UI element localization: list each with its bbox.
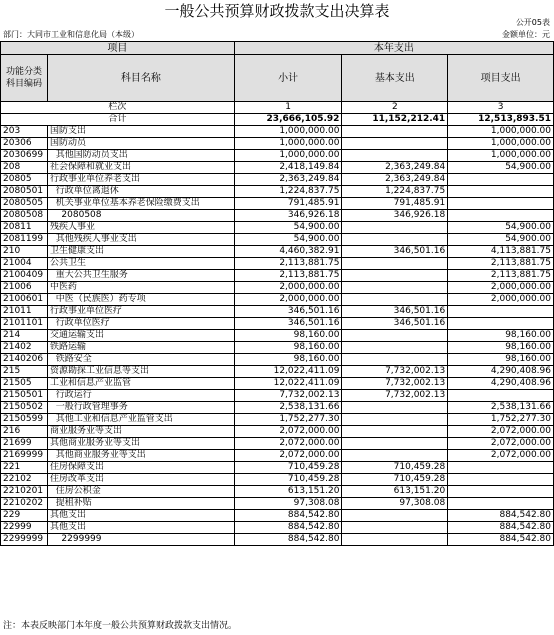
row-subject-name: 机关事业单位基本养老保险缴费支出 [47, 198, 234, 210]
row-subtotal: 346,501.16 [234, 306, 342, 318]
row-subject-name: 住房改革支出 [47, 474, 234, 486]
row-code: 210 [1, 246, 48, 258]
row-project [448, 390, 554, 402]
row-subtotal: 7,732,002.13 [234, 390, 342, 402]
row-project: 1,000,000.00 [448, 138, 554, 150]
row-subtotal: 2,538,131.66 [234, 402, 342, 414]
table-row [1, 222, 554, 234]
row-code: 2100409 [1, 270, 48, 282]
row-code: 20306 [1, 138, 48, 150]
table-row [1, 414, 554, 426]
header-item: 项目 [1, 42, 235, 55]
header-current-year: 本年支出 [234, 42, 553, 55]
table-row [1, 342, 554, 354]
row-subtotal: 710,459.28 [234, 462, 342, 474]
row-code: 21011 [1, 306, 48, 318]
table-row [1, 234, 554, 246]
row-code: 21004 [1, 258, 48, 270]
row-subject-name: 重大公共卫生服务 [47, 270, 234, 282]
row-code: 20805 [1, 174, 48, 186]
row-basic: 7,732,002.13 [342, 378, 448, 390]
row-project: 98,160.00 [448, 330, 554, 342]
row-subject-name: 一般行政管理事务 [47, 402, 234, 414]
row-code: 2210201 [1, 486, 48, 498]
table-row [1, 474, 554, 486]
col-seq-3: 3 [448, 102, 554, 114]
row-code: 208 [1, 162, 48, 174]
row-project [448, 174, 554, 186]
row-project: 54,900.00 [448, 222, 554, 234]
header-subject-name: 科目名称 [47, 55, 234, 102]
row-subject-name: 行政运行 [47, 390, 234, 402]
row-code: 20811 [1, 222, 48, 234]
row-subject-name: 中医（民族医）药专项 [47, 294, 234, 306]
row-subject-name: 住房保障支出 [47, 462, 234, 474]
form-code: 公开05表 [515, 18, 550, 27]
table-row [1, 378, 554, 390]
row-basic [342, 342, 448, 354]
row-project: 54,900.00 [448, 234, 554, 246]
table-row [1, 486, 554, 498]
row-subtotal: 2,000,000.00 [234, 294, 342, 306]
footnote: 注：本表反映部门本年度一般公共预算财政拨款支出情况。 [3, 621, 238, 631]
row-subtotal: 98,160.00 [234, 330, 342, 342]
row-basic [342, 534, 448, 546]
table-row [1, 198, 554, 210]
row-basic: 710,459.28 [342, 462, 448, 474]
row-subject-name: 交通运输支出 [47, 330, 234, 342]
row-subtotal: 2,000,000.00 [234, 282, 342, 294]
table-row [1, 270, 554, 282]
table-row [1, 150, 554, 162]
row-project [448, 462, 554, 474]
row-project [448, 486, 554, 498]
row-code: 221 [1, 462, 48, 474]
row-code: 203 [1, 126, 48, 138]
total-label: 合计 [1, 114, 235, 126]
row-basic [342, 150, 448, 162]
row-subtotal: 2,072,000.00 [234, 450, 342, 462]
row-project: 98,160.00 [448, 342, 554, 354]
row-subtotal: 884,542.80 [234, 522, 342, 534]
table-row [1, 162, 554, 174]
header-func-code: 功能分类 科目编码 [1, 55, 48, 102]
table-row [1, 330, 554, 342]
row-project [448, 186, 554, 198]
row-subtotal: 54,900.00 [234, 222, 342, 234]
row-code: 2100601 [1, 294, 48, 306]
row-code: 2080505 [1, 198, 48, 210]
row-code: 229 [1, 510, 48, 522]
row-basic: 2,363,249.84 [342, 174, 448, 186]
row-subject-name: 国防支出 [47, 126, 234, 138]
row-basic: 97,308.08 [342, 498, 448, 510]
row-subject-name: 工业和信息产业监管 [47, 378, 234, 390]
row-project: 98,160.00 [448, 354, 554, 366]
row-subject-name: 其他商业服务业等支出 [47, 438, 234, 450]
row-subtotal: 884,542.80 [234, 534, 342, 546]
col-seq-1: 1 [234, 102, 342, 114]
row-basic: 1,224,837.75 [342, 186, 448, 198]
row-code: 21006 [1, 282, 48, 294]
table-row [1, 450, 554, 462]
row-project: 2,538,131.66 [448, 402, 554, 414]
table-row [1, 498, 554, 510]
table-row [1, 186, 554, 198]
col-seq-2: 2 [342, 102, 448, 114]
row-project [448, 210, 554, 222]
row-subject-name: 其他国防动员支出 [47, 150, 234, 162]
total-project: 12,513,893.51 [448, 114, 554, 126]
row-basic [342, 294, 448, 306]
row-code: 2080501 [1, 186, 48, 198]
row-basic [342, 402, 448, 414]
row-basic: 7,732,002.13 [342, 390, 448, 402]
row-subtotal: 884,542.80 [234, 510, 342, 522]
row-subtotal: 12,022,411.09 [234, 378, 342, 390]
row-code: 21699 [1, 438, 48, 450]
row-code: 2169999 [1, 450, 48, 462]
row-code: 2299999 [1, 534, 48, 546]
row-basic: 7,732,002.13 [342, 366, 448, 378]
header-project: 项目支出 [448, 55, 554, 102]
row-basic [342, 126, 448, 138]
table-row [1, 282, 554, 294]
header-basic: 基本支出 [342, 55, 448, 102]
row-subtotal: 1,752,277.30 [234, 414, 342, 426]
row-subtotal: 12,022,411.09 [234, 366, 342, 378]
row-code: 216 [1, 426, 48, 438]
table-row [1, 534, 554, 546]
row-project: 1,000,000.00 [448, 126, 554, 138]
row-project: 1,000,000.00 [448, 150, 554, 162]
table-row [1, 426, 554, 438]
table-row [1, 438, 554, 450]
row-project: 1,752,277.30 [448, 414, 554, 426]
row-subtotal: 2,363,249.84 [234, 174, 342, 186]
row-subject-name: 社会保障和就业支出 [47, 162, 234, 174]
row-basic: 346,926.18 [342, 210, 448, 222]
row-code: 2081199 [1, 234, 48, 246]
row-code: 2080508 [1, 210, 48, 222]
row-basic [342, 510, 448, 522]
total-subtotal: 23,666,105.92 [234, 114, 342, 126]
table-row [1, 366, 554, 378]
row-subtotal: 2,113,881.75 [234, 258, 342, 270]
row-subject-name: 其他支出 [47, 522, 234, 534]
row-subject-name: 铁路运输 [47, 342, 234, 354]
row-subject-name: 行政单位离退休 [47, 186, 234, 198]
row-subtotal: 54,900.00 [234, 234, 342, 246]
row-project: 884,542.80 [448, 534, 554, 546]
report-title: 一般公共预算财政拨款支出决算表 [164, 2, 390, 20]
row-project: 2,113,881.75 [448, 270, 554, 282]
row-project: 2,072,000.00 [448, 426, 554, 438]
table-row [1, 174, 554, 186]
row-basic [342, 426, 448, 438]
table-row [1, 522, 554, 534]
header-subtotal: 小计 [234, 55, 342, 102]
row-project: 2,000,000.00 [448, 282, 554, 294]
table-row [1, 294, 554, 306]
row-subject-name: 中医药 [47, 282, 234, 294]
row-subtotal: 98,160.00 [234, 354, 342, 366]
table-row [1, 138, 554, 150]
table-row [1, 126, 554, 138]
row-basic [342, 234, 448, 246]
row-project [448, 318, 554, 330]
row-subtotal: 4,460,382.91 [234, 246, 342, 258]
row-project: 2,072,000.00 [448, 438, 554, 450]
row-subject-name: 铁路安全 [47, 354, 234, 366]
row-basic [342, 330, 448, 342]
row-subject-name: 行政事业单位医疗 [47, 306, 234, 318]
row-code: 2150501 [1, 390, 48, 402]
row-basic [342, 450, 448, 462]
row-code: 21505 [1, 378, 48, 390]
row-basic: 346,501.16 [342, 318, 448, 330]
table-row [1, 318, 554, 330]
row-code: 22999 [1, 522, 48, 534]
row-project [448, 474, 554, 486]
row-code: 21402 [1, 342, 48, 354]
row-subject-name: 提租补贴 [47, 498, 234, 510]
row-subject-name: 行政单位医疗 [47, 318, 234, 330]
row-subtotal: 98,160.00 [234, 342, 342, 354]
row-subtotal: 346,926.18 [234, 210, 342, 222]
row-code: 2150502 [1, 402, 48, 414]
row-code: 2150599 [1, 414, 48, 426]
table-row [1, 306, 554, 318]
row-basic [342, 354, 448, 366]
row-project: 2,000,000.00 [448, 294, 554, 306]
row-subject-name: 2080508 [47, 210, 234, 222]
row-subtotal: 613,151.20 [234, 486, 342, 498]
row-project [448, 198, 554, 210]
row-subtotal: 2,072,000.00 [234, 438, 342, 450]
row-subject-name: 其他工业和信息产业监管支出 [47, 414, 234, 426]
row-basic: 346,501.16 [342, 246, 448, 258]
row-basic: 791,485.91 [342, 198, 448, 210]
unit-label: 金额单位：元 [502, 30, 550, 39]
row-basic: 710,459.28 [342, 474, 448, 486]
row-subtotal: 710,459.28 [234, 474, 342, 486]
row-basic [342, 414, 448, 426]
row-project: 4,113,881.75 [448, 246, 554, 258]
row-subtotal: 791,485.91 [234, 198, 342, 210]
row-subject-name: 其他商业服务业等支出 [47, 450, 234, 462]
row-code: 2101101 [1, 318, 48, 330]
row-subject-name: 其他支出 [47, 510, 234, 522]
row-subtotal: 1,000,000.00 [234, 126, 342, 138]
row-basic [342, 138, 448, 150]
row-basic [342, 438, 448, 450]
row-subject-name: 行政事业单位养老支出 [47, 174, 234, 186]
row-subject-name: 残疾人事业 [47, 222, 234, 234]
row-basic: 346,501.16 [342, 306, 448, 318]
row-project: 2,072,000.00 [448, 450, 554, 462]
row-subtotal: 1,000,000.00 [234, 138, 342, 150]
row-code: 214 [1, 330, 48, 342]
row-code: 22102 [1, 474, 48, 486]
row-subtotal: 1,000,000.00 [234, 150, 342, 162]
row-subject-name: 卫生健康支出 [47, 246, 234, 258]
row-basic: 2,363,249.84 [342, 162, 448, 174]
row-subject-name: 资源勘探工业信息等支出 [47, 366, 234, 378]
table-row [1, 354, 554, 366]
row-basic [342, 270, 448, 282]
table-row [1, 258, 554, 270]
row-project: 54,900.00 [448, 162, 554, 174]
row-project [448, 498, 554, 510]
row-subtotal: 97,308.08 [234, 498, 342, 510]
table-row [1, 210, 554, 222]
row-project: 2,113,881.75 [448, 258, 554, 270]
row-subtotal: 346,501.16 [234, 318, 342, 330]
row-project: 884,542.80 [448, 522, 554, 534]
row-basic [342, 222, 448, 234]
department-label: 部门：大同市工业和信息化局（本级） [3, 30, 139, 39]
row-project: 4,290,408.96 [448, 366, 554, 378]
row-subtotal: 2,113,881.75 [234, 270, 342, 282]
row-code: 2030699 [1, 150, 48, 162]
row-basic [342, 258, 448, 270]
row-project: 4,290,408.96 [448, 378, 554, 390]
table-row [1, 246, 554, 258]
row-project: 884,542.80 [448, 510, 554, 522]
row-subtotal: 2,072,000.00 [234, 426, 342, 438]
row-subject-name: 2299999 [47, 534, 234, 546]
table-row [1, 402, 554, 414]
row-basic [342, 522, 448, 534]
row-basic [342, 282, 448, 294]
total-basic: 11,152,212.41 [342, 114, 448, 126]
table-row [1, 462, 554, 474]
row-subtotal: 1,224,837.75 [234, 186, 342, 198]
row-code: 2140206 [1, 354, 48, 366]
row-subject-name: 公共卫生 [47, 258, 234, 270]
row-subject-name: 商业服务业等支出 [47, 426, 234, 438]
row-code: 2210202 [1, 498, 48, 510]
table-row [1, 390, 554, 402]
table-body [1, 126, 554, 546]
col-seq-label: 栏次 [1, 102, 235, 114]
row-basic: 613,151.20 [342, 486, 448, 498]
expenditure-table [0, 41, 554, 546]
row-subject-name: 住房公积金 [47, 486, 234, 498]
row-project [448, 306, 554, 318]
row-code: 215 [1, 366, 48, 378]
row-subject-name: 其他残疾人事业支出 [47, 234, 234, 246]
row-subtotal: 2,418,149.84 [234, 162, 342, 174]
row-subject-name: 国防动员 [47, 138, 234, 150]
table-row [1, 510, 554, 522]
